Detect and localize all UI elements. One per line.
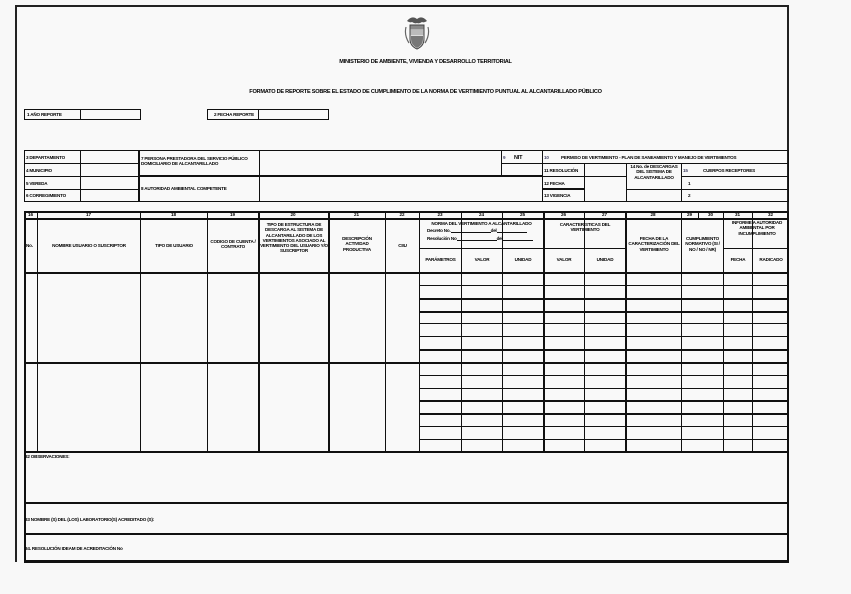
col-num: 29 <box>686 212 693 217</box>
municipio-label: 4 MUNICIPIO <box>26 168 52 173</box>
departamento-input[interactable] <box>81 151 137 162</box>
col-num: 32 <box>767 212 774 217</box>
cuerpos-number: 15 <box>683 168 688 173</box>
col-num: 23 <box>437 212 443 217</box>
table-row[interactable] <box>25 274 419 362</box>
col-num: 18 <box>170 212 177 217</box>
header-tipo-usuario: TIPO DE USUARIO <box>155 243 193 248</box>
nit-input[interactable] <box>502 164 541 175</box>
col-num: 21 <box>353 212 360 217</box>
corregimiento-label: 6 CORREGIMIENTO <box>26 193 67 198</box>
resolucion-label: 11 RESOLUCIÓN <box>544 168 579 173</box>
descargas-label: 14 No. de DESCARGAS DEL SISTEMA DE ALCANTARILLADO <box>630 164 678 180</box>
prestadora-input[interactable] <box>260 151 500 174</box>
header-no: No. <box>26 243 33 248</box>
decreto-input[interactable] <box>451 228 491 233</box>
col-num: 22 <box>399 212 405 217</box>
cuerpo-1-label: 1 <box>688 181 691 186</box>
header-fecha-caracterizacion: FECHA DE LA CARACTERIZACIÓN DEL VERTIMIENTO <box>628 236 680 252</box>
laboratorio-input[interactable] <box>170 505 788 532</box>
col-num: 28 <box>650 212 656 217</box>
header-car-valor: VALOR <box>556 257 572 262</box>
resolucion-ideam-input[interactable] <box>140 536 788 560</box>
header-nombre: NOMBRE USUARIO O SUSCRIPTOR <box>52 243 126 248</box>
vigencia-input[interactable] <box>585 190 625 201</box>
col-num: 26 <box>560 212 567 217</box>
fecha-input[interactable] <box>585 177 625 188</box>
header-informe-radicado: RADICADO <box>759 257 783 262</box>
col-num: 19 <box>229 212 236 217</box>
vereda-input[interactable] <box>81 177 137 188</box>
permiso-number: 10 <box>544 155 549 160</box>
resolucion-del: del <box>496 236 503 241</box>
vereda-label: 5 VEREDA <box>26 181 48 186</box>
header-cumplimiento: CUMPLIMIENTO NORMATIVO (SI / NO / NO / NR) <box>685 236 720 252</box>
header-caracteristicas: CARACTERÍSTICAS DEL VERTIMIENTO <box>559 222 611 233</box>
laboratorio-label: 33 NOMBRE (S) DEL (LOS) LABORATORIO(S) ACREDITADO (S): <box>25 517 155 522</box>
permiso-title: PERMISO DE VERTIMIENTO - PLAN DE SANEAMIENTO Y MANEJO DE VERTIMIENTOS <box>561 155 737 160</box>
municipio-input[interactable] <box>81 164 137 175</box>
autoridad-input[interactable] <box>260 177 540 201</box>
col-num: 17 <box>85 212 92 217</box>
observaciones-input[interactable] <box>26 461 788 501</box>
cuerpos-label: CUERPOS RECEPTORES <box>703 168 755 173</box>
col-num: 31 <box>734 212 741 217</box>
decreto-date-input[interactable] <box>497 228 527 233</box>
colombia-coat-of-arms-icon <box>404 15 430 51</box>
header-informe-fecha: FECHA <box>730 257 746 262</box>
descargas-input[interactable] <box>627 190 680 201</box>
header-norma: NORMA DEL VERTIMIENTO A ALCANTARILLADO <box>431 221 532 226</box>
header-ciiu: CIIU <box>398 243 407 248</box>
cuerpo-2-input[interactable] <box>695 190 788 201</box>
prestadora-label: 7 PERSONA PRESTADORA DEL SERVICIO PÚBLICO DOMICILIARIO DE ALCANTARILLADO <box>141 156 248 167</box>
observaciones-label: 32 OBSERVACIONES: <box>25 454 70 459</box>
year-report-label: 1 AÑO REPORTE <box>27 112 62 117</box>
vigencia-label: 13 VIGENCIA <box>544 193 571 198</box>
resolucion-line <box>427 236 533 241</box>
resolucion-date-input[interactable] <box>503 236 533 241</box>
resolucion-norma-label: Resolución No <box>427 236 457 241</box>
corregimiento-input[interactable] <box>81 190 137 201</box>
decreto-label: Decreto No. <box>427 228 451 233</box>
header-unidad: UNIDAD <box>514 257 532 262</box>
resolucion-input[interactable] <box>585 164 625 175</box>
resolucion-norma-input[interactable] <box>457 236 497 241</box>
decreto-del: del <box>490 228 497 233</box>
nit-number: 9 <box>503 155 506 160</box>
year-report-input[interactable] <box>81 110 140 119</box>
resolucion-ideam-label: 34. RESOLUCIÓN IDEAM DE ACREDITACIÓN No <box>25 546 123 551</box>
fecha-label: 12 FECHA <box>544 181 565 186</box>
decreto-line <box>427 228 527 233</box>
date-report-input[interactable] <box>259 110 328 119</box>
ministry-title: MINISTERIO DE AMBIENTE, VIVIENDA Y DESARROLLO TERRITORIAL <box>339 59 512 65</box>
header-parametros: PARÁMETROS <box>425 257 456 262</box>
header-informe: INFORME A AUTORIDAD AMBIENTAL POR INCUMPLIMIENTO <box>731 220 783 236</box>
col-num: 25 <box>519 212 526 217</box>
col-num: 27 <box>601 212 608 217</box>
table-row[interactable] <box>25 364 419 451</box>
header-descripcion: DESCRIPCIÓN ACTIVIDAD PRODUCTIVA <box>342 236 372 252</box>
header-car-unidad: UNIDAD <box>596 257 614 262</box>
cuerpo-1-input[interactable] <box>695 177 788 188</box>
col-num: 30 <box>707 212 714 217</box>
cuerpo-2-label: 2 <box>688 193 691 198</box>
header-valor: VALOR <box>474 257 490 262</box>
col-num: 16 <box>27 212 34 217</box>
nit-label: NIT <box>514 155 523 161</box>
form-title: FORMATO DE REPORTE SOBRE EL ESTADO DE CUMPLIMIENTO DE LA NORMA DE VERTIMIENTO PUNTUAL AL ALCANTARILLADO PÚBLICO <box>249 89 602 95</box>
col-num: 24 <box>478 212 485 217</box>
col-num: 20 <box>290 212 296 217</box>
header-codigo: CODIGO DE CUENTA / CONTRATO <box>210 239 256 250</box>
departamento-label: 3 DEPARTAMENTO <box>26 155 66 160</box>
header-tipo-estructura: TIPO DE ESTRUCTURA DE DESCARGA AL SISTEMA DE ALCANTARILLADO DE LOS VERTIMIENTOS ASOCIADO AL VERTIMIENTO DEL USUARIO Y/O SUSCRIPTOR <box>260 222 328 254</box>
date-report-label: 2 FECHA REPORTE <box>214 112 254 117</box>
autoridad-label: 8 AUTORIDAD AMBIENTAL COMPETENTE <box>141 186 227 191</box>
